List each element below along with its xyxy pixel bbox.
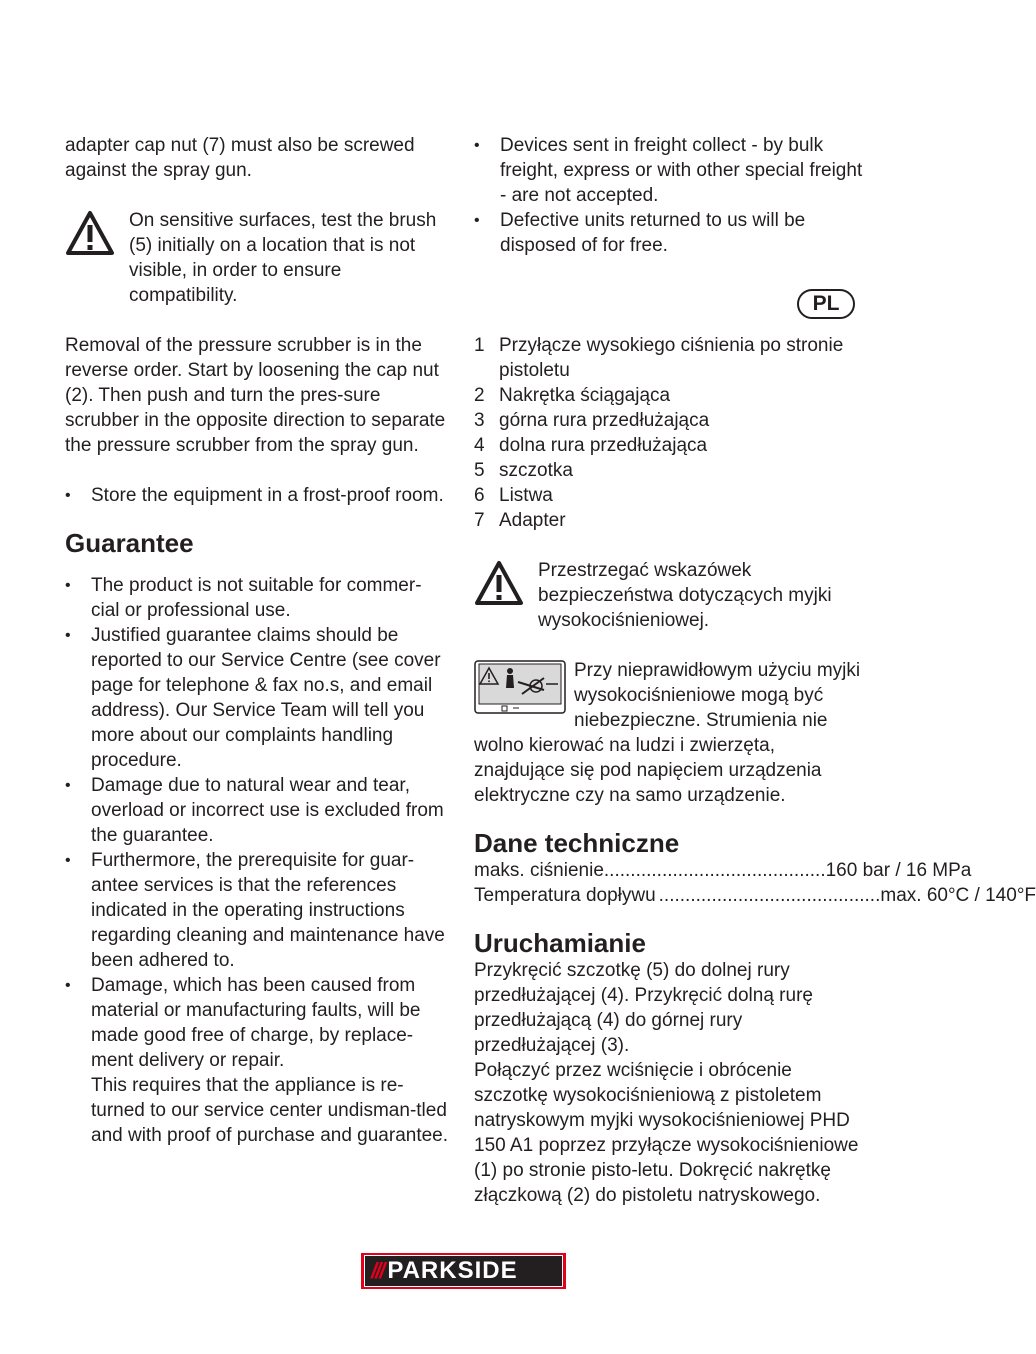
list-item: • Damage, which has been caused from material or manufacturing faults, will be made good free of charge, by replace-ment delivery or repair. [65, 973, 450, 1073]
storage-list [65, 483, 450, 508]
danger-text: Przy nieprawidłowym użyciu myjki wysokociśnieniowe mogą być niebezpieczne. Strumienia nie wolno kierować na ludzi i zwierzęta, znajdujące się pod napięciem urządzenia elektryczne czy na samo urządzenie. [474, 660, 861, 806]
left-column [65, 133, 450, 1148]
list-item: 4 dolna rura przedłużająca [474, 435, 708, 456]
shipping-list [474, 133, 864, 258]
startup-paragraph-1: Przykręcić szczotkę (5) do dolnej rury przedłużającej (4). Przykręcić dolną rurę przedłużającą (4) do górnej rury przedłużającej (3). [474, 960, 813, 1056]
safety-warning-text: Przestrzegać wskazówek bezpieczeństwa dotyczących myjki wysokociśnieniowej. [538, 560, 832, 631]
sensitive-surface-warning [65, 208, 450, 308]
list-item: • Furthermore, the prerequisite for guar-antee services is that the references indicated in the operating instructions regarding cleaning and maintenance have been adhered to. [65, 848, 450, 973]
list-item: • Damage due to natural wear and tear, overload or incorrect use is excluded from the guarantee. [65, 773, 450, 848]
removal-paragraph: Removal of the pressure scrubber is in the reverse order. Start by loosening the cap nut (2). Then push and turn the pres-sure scrubber in the opposite direction to separate the pressure scrubber from the spray gun. [65, 335, 446, 456]
list-item: 3 górna rura przedłużająca [474, 410, 710, 431]
spec-row-temperature: Temperatura dopływu .......................................... max. 60°C / 140°F [474, 885, 1036, 906]
brand-logo: /// PARKSIDE [361, 1253, 566, 1289]
list-item: • Defective units returned to us will be disposed of for free. [474, 208, 864, 258]
intro-paragraph: adapter cap nut (7) must also be screwed against the spray gun. [65, 135, 415, 181]
warning-text: On sensitive surfaces, test the brush (5) initially on a location that is not visible, in order to ensure compatibility. [129, 210, 437, 306]
language-badge: PL [797, 289, 855, 319]
danger-warning [474, 658, 864, 808]
startup-heading: Uruchamianie [474, 928, 646, 958]
list-item: • Store the equipment in a frost-proof room. [65, 483, 450, 508]
warning-triangle-icon [65, 210, 115, 256]
tech-data-heading: Dane techniczne [474, 828, 680, 858]
list-item: 2 Nakrętka ściągająca [474, 385, 671, 406]
guarantee-list [65, 573, 450, 1073]
spec-row-pressure: maks. ciśnienie .......................................... 160 bar / 16 MPa [474, 860, 972, 881]
warning-triangle-icon [474, 560, 524, 606]
list-item: 1 Przyłącze wysokiego ciśnienia po stronie pistoletu [474, 335, 844, 381]
startup-paragraph-2: Połączyć przez wciśnięcie i obrócenie szczotkę wysokociśnieniową z pistoletem natryskowym myjki wysokociśnieniowej PHD 150 A1 poprzez przyłącze wysokociśnieniowe (1) po stronie pisto-letu. Dokręcić nakrętkę złączkową (2) do pistoletu natryskowego. [474, 1060, 859, 1206]
safety-warning [474, 558, 864, 633]
list-item: • Devices sent in freight collect - by bulk freight, express or with other special freight - are not accepted. [474, 133, 864, 208]
parts-list [474, 333, 864, 533]
guarantee-heading: Guarantee [65, 528, 194, 558]
list-item: 7 Adapter [474, 510, 566, 531]
list-item: 5 szczotka [474, 460, 573, 481]
list-item: • The product is not suitable for commer-cial or professional use. [65, 573, 450, 623]
guarantee-note: This requires that the appliance is re-turned to our service center undisman-tled and with proof of purchase and guarantee. [91, 1075, 449, 1146]
danger-spray-icon [474, 660, 566, 714]
list-item: • Justified guarantee claims should be reported to our Service Centre (see cover page for telephone & fax no.s, and email address). Our Service Team will tell you more about our complaints handling procedure. [65, 623, 450, 773]
list-item: 6 Listwa [474, 485, 553, 506]
